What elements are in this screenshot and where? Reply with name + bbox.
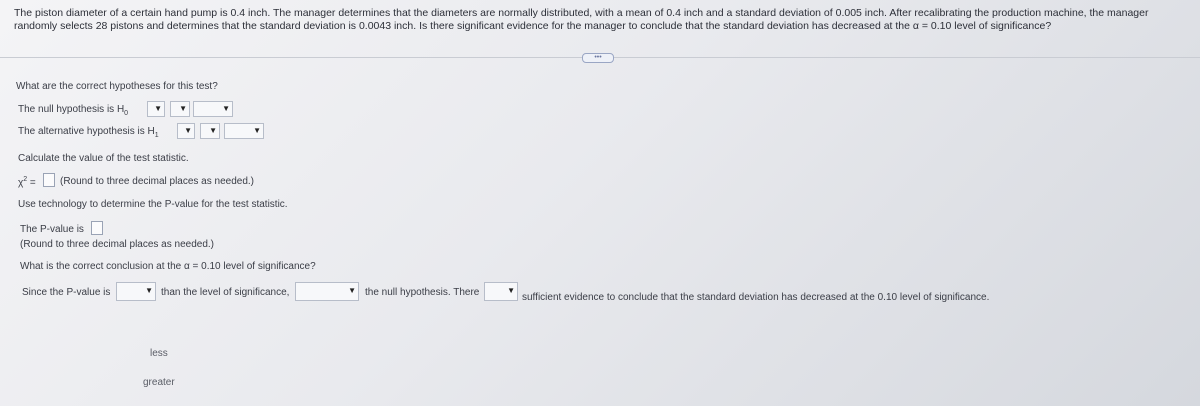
- alt-operator-dropdown[interactable]: [200, 123, 220, 139]
- sufficient-evidence-label: sufficient evidence to conclude that the standard deviation has decreased at the 0.10 level of significance.: [522, 292, 990, 303]
- dropdown-arrow-icon: ▼: [184, 126, 192, 135]
- reject-dropdown[interactable]: [295, 282, 359, 301]
- dropdown-arrow-icon: ▼: [348, 286, 356, 295]
- dropdown-arrow-icon: ▼: [179, 104, 187, 113]
- expand-button[interactable]: •••: [582, 53, 614, 63]
- chi-square-input[interactable]: [43, 173, 55, 187]
- null-value-dropdown[interactable]: [193, 101, 233, 117]
- technology-instruction: Use technology to determine the P-value for the test statistic.: [18, 199, 288, 210]
- pvalue-input[interactable]: [91, 221, 103, 235]
- chi-square-label: $\chi^2$ =: [18, 176, 36, 189]
- since-label: Since the P-value is: [22, 287, 111, 298]
- alt-param-dropdown[interactable]: [177, 123, 195, 139]
- problem-statement: The piston diameter of a certain hand pump is 0.4 inch. The manager determines that the diameters are normally distributed, with a mean of 0.4 inch and a standard deviation of 0.005 inch. After recalibrating the production machine, the manager randomly selects 28 pistons and determines that the standard deviation is 0.0043 inch. Is there significant evidence for the manager to conclude that the standard deviation has decreased at the α = 0.10 level of significance?: [14, 7, 1149, 32]
- dropdown-arrow-icon: ▼: [145, 286, 153, 295]
- dropdown-arrow-icon: ▼: [222, 104, 230, 113]
- evidence-dropdown[interactable]: [484, 282, 518, 301]
- null-hypothesis-label: The null hypothesis is $H_0$: [18, 104, 129, 117]
- null-hypothesis-label: the null hypothesis. There: [365, 287, 480, 298]
- than-label: than the level of significance,: [161, 287, 290, 298]
- hypotheses-question: What are the correct hypotheses for this test?: [16, 81, 218, 92]
- conclusion-question: What is the correct conclusion at the α = 0.10 level of significance?: [20, 261, 316, 272]
- alternative-hypothesis-label: The alternative hypothesis is $H_1$: [18, 126, 159, 139]
- round-note: (Round to three decimal places as needed.): [60, 176, 255, 187]
- null-param-dropdown[interactable]: [147, 101, 165, 117]
- dropdown-arrow-icon: ▼: [507, 286, 515, 295]
- pvalue-label: The P-value is: [20, 224, 84, 235]
- calc-statistic-instruction: Calculate the value of the test statistic.: [18, 153, 189, 164]
- dropdown-arrow-icon: ▼: [209, 126, 217, 135]
- alt-value-dropdown[interactable]: [224, 123, 264, 139]
- dropdown-option-less[interactable]: less: [150, 348, 168, 359]
- dropdown-arrow-icon: ▼: [253, 126, 261, 135]
- dropdown-option-greater[interactable]: greater: [143, 377, 175, 388]
- comparison-dropdown[interactable]: [116, 282, 156, 301]
- dropdown-arrow-icon: ▼: [154, 104, 162, 113]
- round-note: (Round to three decimal places as needed.): [20, 239, 215, 250]
- null-operator-dropdown[interactable]: [170, 101, 190, 117]
